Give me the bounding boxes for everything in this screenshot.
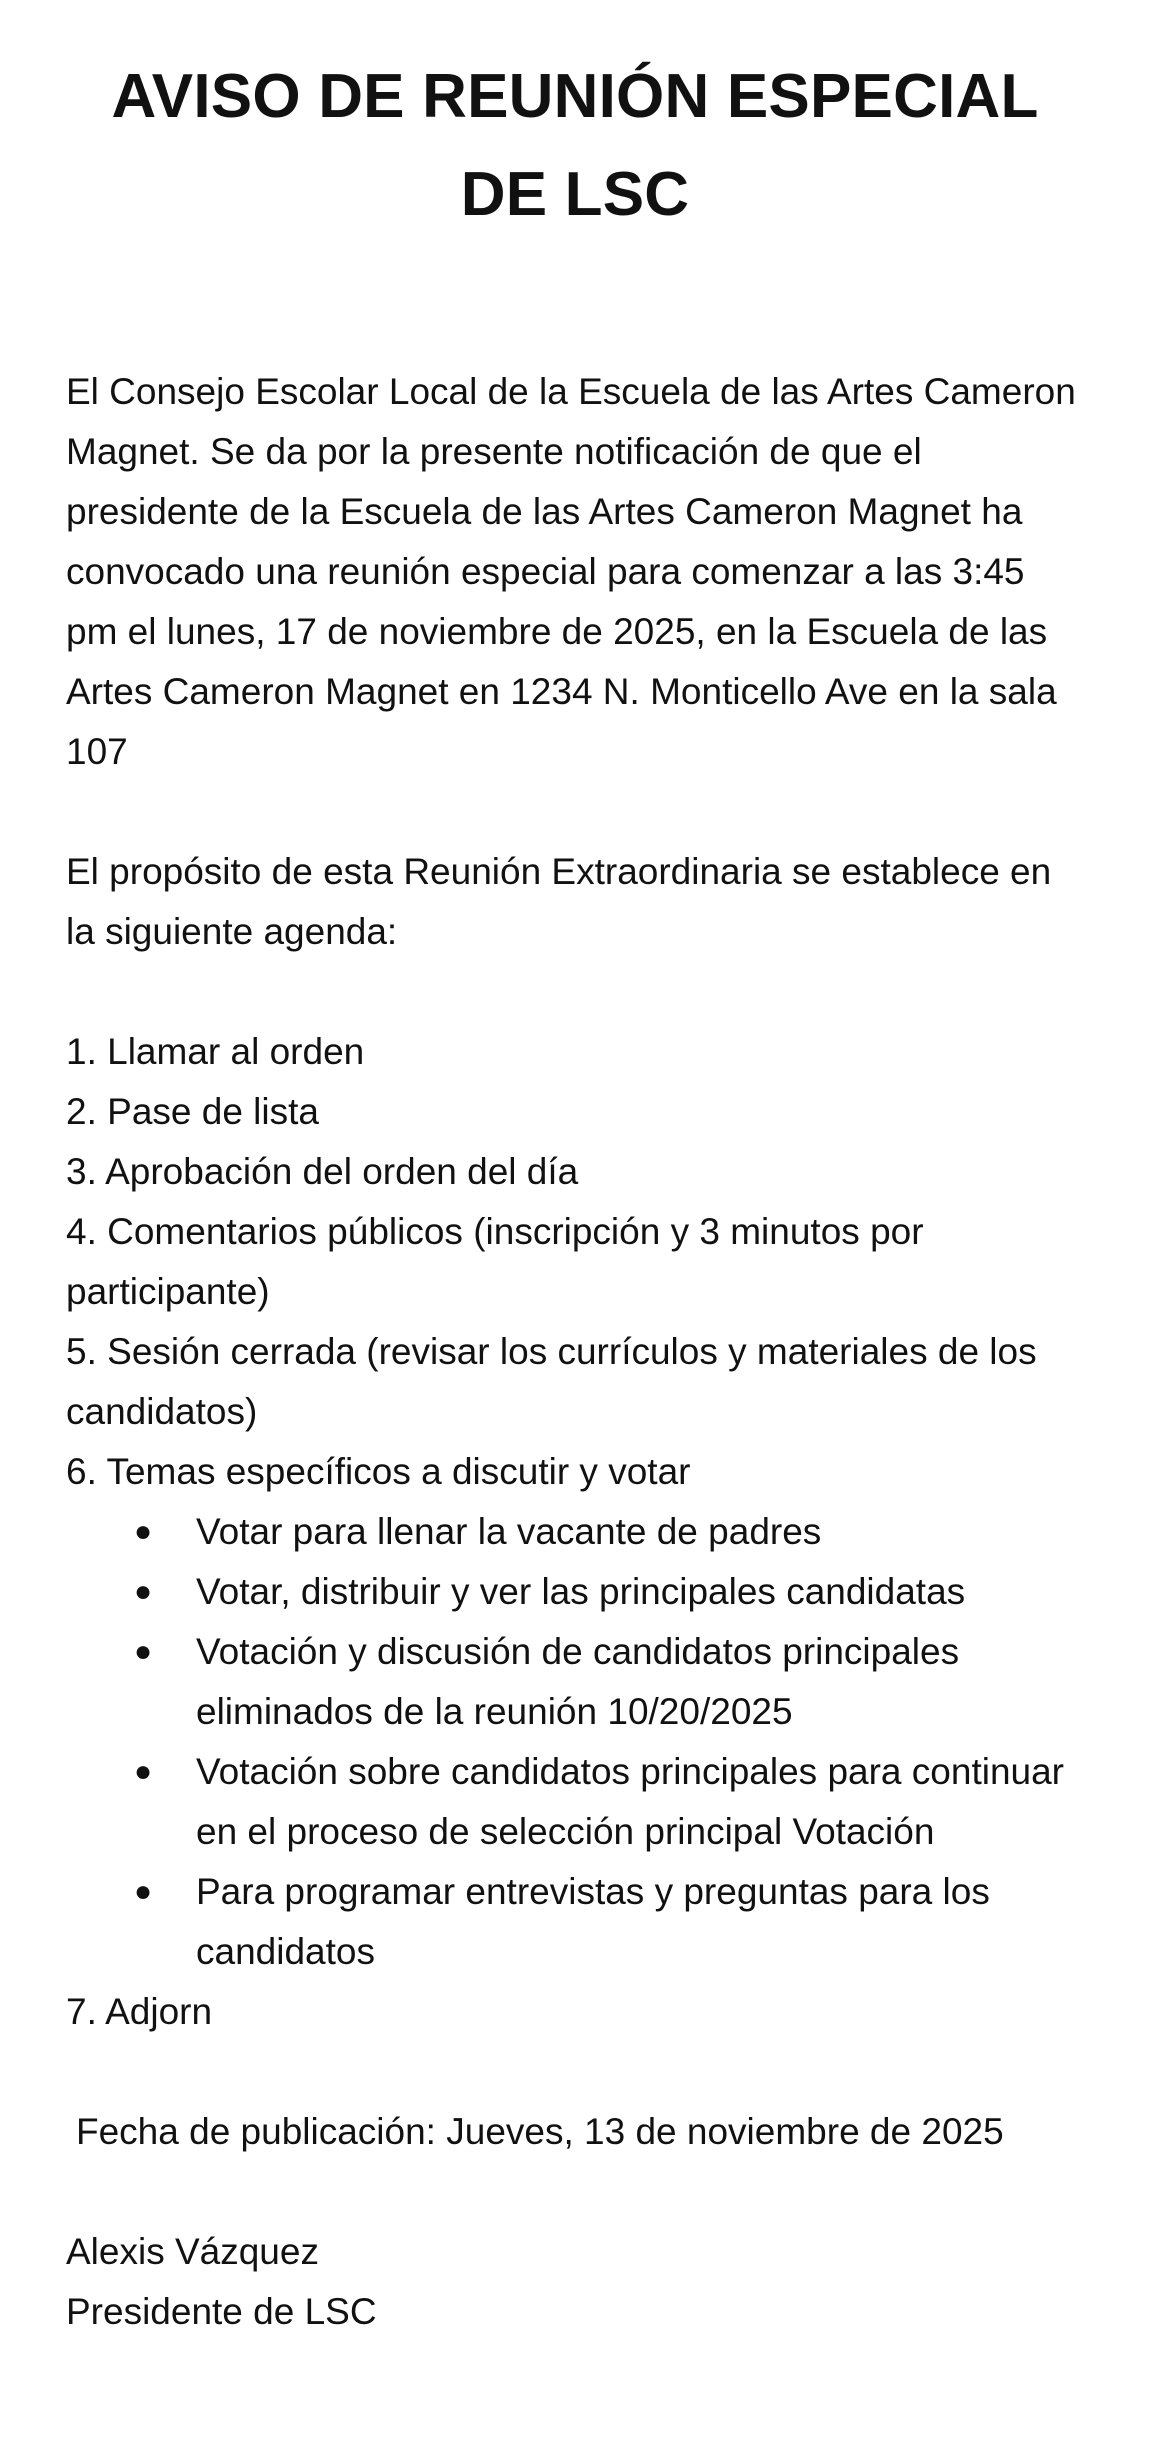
purpose-paragraph: El propósito de esta Reunión Extraordinaria se establece en la siguiente agenda: <box>66 851 1052 952</box>
publication-date: Fecha de publicación: Jueves, 13 de noviembre de 2025 <box>76 2111 1004 2152</box>
agenda-item: 4. Comentarios públicos (inscripción y 3 minutos por participante) <box>66 1211 924 1312</box>
document-title: AVISO DE REUNIÓN ESPECIAL DE LSC <box>111 62 1039 229</box>
agenda-item: 5. Sesión cerrada (revisar los currículos y materiales de los candidatos) <box>66 1331 1037 1432</box>
bullet-icon: ● <box>134 1575 153 1608</box>
agenda-item: 3. Aprobación del orden del día <box>66 1151 579 1192</box>
agenda-list <box>66 1022 1084 1502</box>
agenda-subitem-text: Votación y discusión de candidatos principales eliminados de la reunión 10/20/2025 <box>196 1631 960 1732</box>
agenda-subitem-text: Para programar entrevistas y preguntas para los candidatos <box>196 1871 990 1972</box>
agenda-subitem <box>66 1862 1084 1982</box>
agenda-subitem <box>66 1742 1084 1862</box>
bullet-icon: ● <box>134 1635 153 1668</box>
agenda-subitem <box>66 1502 1084 1562</box>
agenda-item-adjourn: 7. Adjorn <box>66 1991 213 2032</box>
agenda-subitem <box>66 1622 1084 1742</box>
signer-title: Presidente de LSC <box>66 2291 377 2332</box>
spacer <box>66 2162 1084 2222</box>
spacer <box>66 2042 1084 2102</box>
intro-paragraph: El Consejo Escolar Local de la Escuela de las Artes Cameron Magnet. Se da por la presente notificación de que el presidente de la Escuela de las Artes Cameron Magnet ha convocado una reunión especial para comenzar a las 3:45 pm el lunes, 17 de noviembre de 2025, en la Escuela de las Artes Cameron Magnet en 1234 N. Monticello Ave en la sala 107 <box>66 371 1076 772</box>
spacer <box>66 962 1084 1022</box>
signer-name: Alexis Vázquez <box>66 2231 319 2272</box>
agenda-subitem-text: Votar, distribuir y ver las principales candidatas <box>196 1571 966 1612</box>
agenda-subitem-text: Votar para llenar la vacante de padres <box>196 1511 822 1552</box>
agenda-item: 6. Temas específicos a discutir y votar <box>66 1451 691 1492</box>
spacer <box>66 782 1084 842</box>
agenda-item: 1. Llamar al orden <box>66 1031 365 1072</box>
bullet-icon: ● <box>134 1515 153 1548</box>
bullet-icon: ● <box>134 1875 153 1908</box>
agenda-subitems <box>66 1502 1084 1982</box>
agenda-subitem <box>66 1562 1084 1622</box>
bullet-icon: ● <box>134 1755 153 1788</box>
agenda-subitem-text: Votación sobre candidatos principales para continuar en el proceso de selección principal Votación <box>196 1751 1065 1852</box>
agenda-item: 2. Pase de lista <box>66 1091 319 1132</box>
